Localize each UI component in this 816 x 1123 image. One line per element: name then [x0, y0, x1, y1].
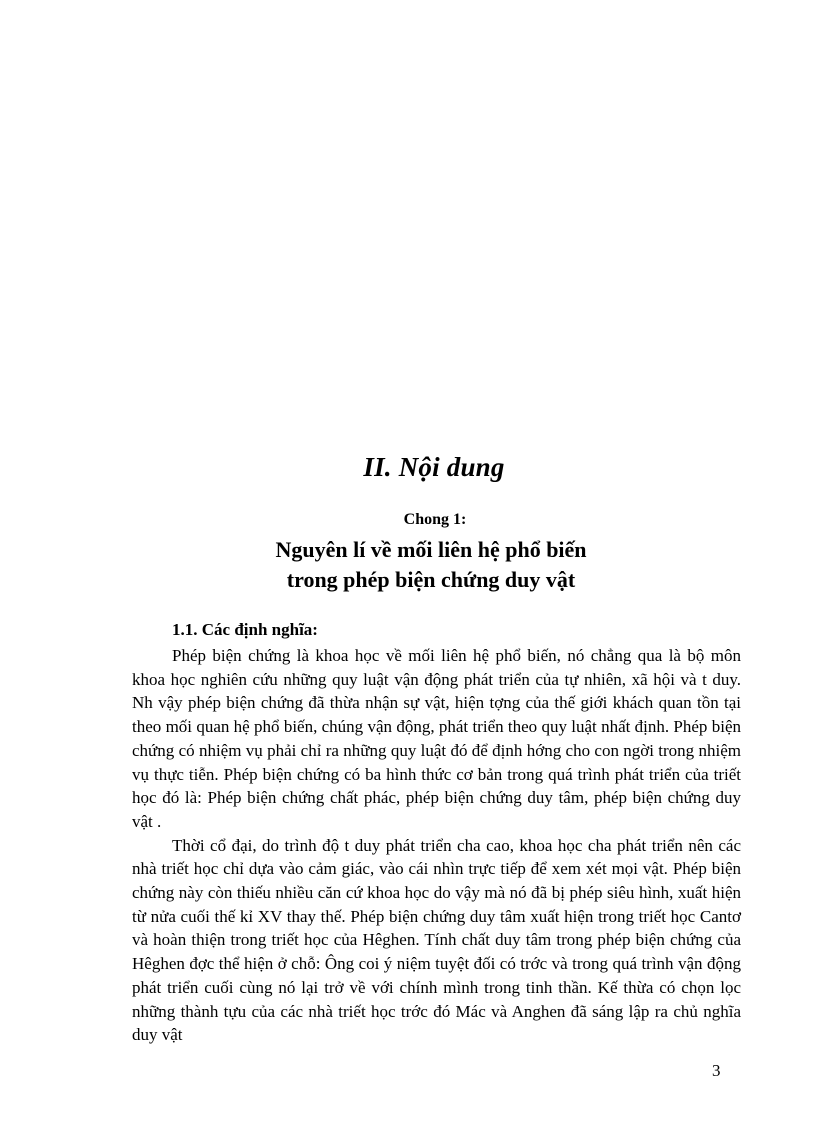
chapter-title — [0, 535, 816, 595]
chapter-label: Chong 1: — [403, 511, 467, 528]
chapter-title-line-1: Nguyên lí về mối liên hệ phổ biến — [275, 537, 587, 562]
paragraph: Phép biện chứng là khoa học về mối liên hệ phổ biến, nó chẳng qua là bộ môn khoa học nghiên cứu những quy luật vận động phát triển của tự nhiên, xã hội và t duy. Nh vậy phép biện chứng đã thừa nhận sự vật, hiện tợng của thế giới khách quan tồn tại theo mối quan hệ phổ biến, chúng vận động, phát triển theo quy luật nhất định. Phép biện chứng có nhiệm vụ phải chỉ ra những quy luật đó để định hớng cho con ngời trong nhiệm vụ thực tiễn. Phép biện chứng có ba hình thức cơ bản trong quá trình phát triển của triết học đó là: Phép biện chứng chất phác, phép biện chứng duy tâm, phép biện chứng duy vật . — [132, 646, 741, 831]
subsection-heading: 1.1. Các định nghĩa: — [172, 620, 318, 639]
section-heading: II. Nội dung — [363, 452, 505, 482]
page-number: 3 — [712, 1061, 721, 1080]
chapter-title-line-2: trong phép biện chứng duy vật — [286, 567, 576, 592]
paragraph: Thời cổ đại, do trình độ t duy phát triển cha cao, khoa học cha phát triển nên các nhà triết học chỉ dựa vào cảm giác, vào cái nhìn trực tiếp để xem xét mọi vật. Phép biện chứng này còn thiếu nhiều căn cứ khoa học do vậy mà nó đã bị phép siêu hình, xuất hiện từ nửa cuối thế kỉ XV thay thế. Phép biện chứng duy tâm xuất hiện trong triết học Cantơ và hoàn thiện trong triết học của Hêghen. Tính chất duy tâm trong phép biện chứng của Hêghen đợc thể hiện ở chỗ: Ông coi ý niệm tuyệt đối có trớc và trong quá trình vận động phát triển cuối cùng nó lại trở về với chính mình trong tinh thần. Kế thừa có chọn lọc những thành tựu của các nhà triết học trớc đó Mác và Anghen đã sáng lập ra chủ nghĩa duy vật — [132, 835, 741, 1045]
body-text — [132, 644, 741, 1047]
